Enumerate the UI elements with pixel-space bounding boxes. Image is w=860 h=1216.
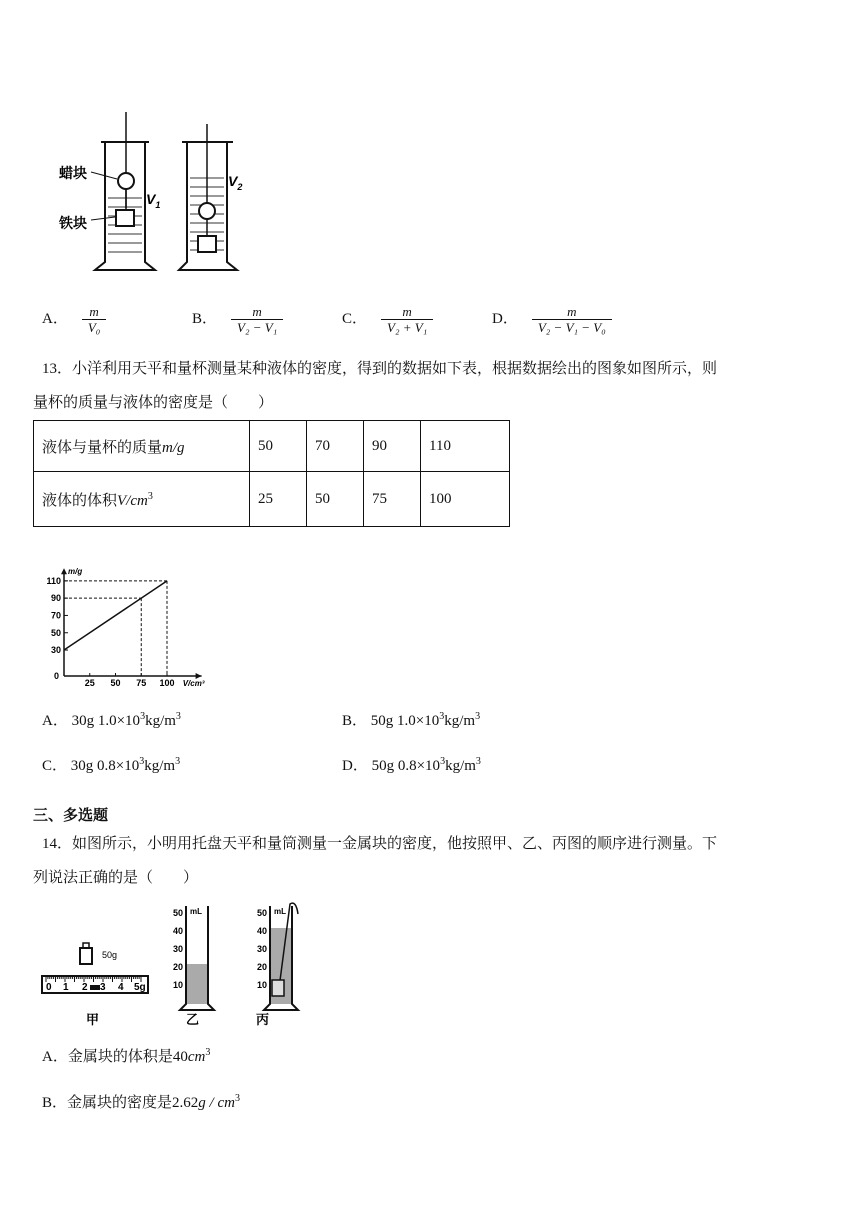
table-cell: 75: [364, 472, 421, 527]
q14-option-a[interactable]: A．金属块的体积是$40cm^3$: [42, 1047, 211, 1065]
cyl-tick: 10: [173, 980, 184, 990]
label-v1: $V_1$: [146, 191, 161, 210]
y-axis-arrow: [61, 568, 67, 574]
x-tick-label: 50: [110, 678, 121, 688]
y-tick-label: 110: [46, 575, 61, 586]
q12-option-d[interactable]: [492, 304, 612, 335]
q13-stem-line2: 量杯的质量与液体的密度是（ ）: [33, 395, 274, 411]
option-letter: B．: [192, 310, 218, 327]
q13-data-table: [33, 420, 510, 527]
table-cell: 90: [364, 421, 421, 472]
table-cell: 50: [307, 472, 364, 527]
iron-block-2: [198, 236, 216, 252]
option-letter: B．: [42, 1095, 68, 1111]
x-tick-label: 75: [136, 678, 147, 688]
cyl-tick: 20: [257, 962, 268, 972]
option-letter: D．: [342, 758, 368, 774]
ruler-tick-label: 3: [100, 982, 106, 993]
option-text: 金属块的密度是: [67, 1095, 173, 1111]
table-cell: 110: [421, 421, 510, 472]
ruler-tick-label: 4: [118, 982, 124, 993]
label-yi: 乙: [186, 1012, 200, 1027]
option-letter: C．: [42, 758, 68, 774]
ruler-tick-label: 5g: [134, 982, 146, 993]
y-axis-label: m/g: [68, 567, 83, 577]
cyl-unit: mL: [190, 907, 202, 916]
table-row: [34, 421, 510, 472]
section-heading: 三、多选题: [33, 807, 109, 824]
table-cell: 100: [421, 472, 510, 527]
q13-option-b[interactable]: B． 50g $1.0\times 10^3kg/m^3$: [342, 711, 481, 729]
y-tick-label: 90: [50, 593, 61, 604]
label-bing: 丙: [256, 1012, 270, 1027]
label-v2: $V_2$: [228, 173, 243, 192]
x-tick-label: 100: [159, 678, 175, 688]
weight-label: 50g: [102, 950, 118, 960]
q13-mass-volume-chart: [30, 562, 205, 692]
q13-option-d[interactable]: D． 50g $0.8\times 10^3kg/m^3$: [342, 756, 481, 774]
cyl-unit: mL: [274, 907, 286, 916]
q12-cylinders-figure: [55, 112, 255, 274]
origin-label: 0: [53, 671, 59, 681]
q13-option-a[interactable]: A． 30g $1.0\times 10^3kg/m^3$: [42, 711, 181, 729]
option-text: 50g 1.0×10: [370, 713, 440, 729]
fraction: $\frac{m}{\text{V₂ − V₁}}$: [231, 304, 283, 335]
table-cell: 50: [250, 421, 307, 472]
cyl-tick: 20: [173, 962, 184, 972]
cylinder-bing: [257, 903, 298, 1010]
q13-stem-line1: 13．小洋利用天平和量杯测量某种液体的密度，得到的数据如下表，根据数据绘出的图象如图所示，则: [42, 361, 718, 377]
ruler-tick-label: 0: [46, 982, 52, 993]
cyl-tick: 40: [257, 926, 268, 936]
row-label: 液体的体积$V/cm^3$: [34, 472, 250, 527]
option-letter: C．: [342, 310, 368, 327]
table-cell: 70: [307, 421, 364, 472]
y-tick-label: 30: [50, 645, 61, 656]
weight-icon: [80, 943, 92, 964]
x-axis-label: V/cm³: [182, 679, 205, 688]
data-line: [64, 581, 167, 650]
cyl-tick: 10: [257, 980, 268, 990]
x-tick-label: 25: [84, 678, 95, 688]
q14-figure: [38, 896, 306, 1032]
table-row: [34, 472, 510, 527]
option-text: 50g 0.8×10: [371, 758, 441, 774]
label-iron: 铁块: [59, 215, 87, 231]
row-label: 液体与量杯的质量m/g: [34, 421, 250, 472]
wax-block-2: [199, 203, 215, 219]
label-wax: 蜡块: [59, 165, 87, 181]
cyl-tick: 50: [173, 908, 184, 918]
option-text: 金属块的体积是: [67, 1049, 173, 1065]
fraction: $\frac{m}{\text{V₀}}$: [82, 304, 106, 335]
wax-block-1: [118, 173, 134, 189]
q12-option-b[interactable]: [192, 304, 283, 335]
option-letter: A．: [42, 310, 68, 327]
q14-option-b[interactable]: B．金属块的密度是$2.62g / cm^3$: [42, 1093, 240, 1111]
table-cell: 25: [250, 472, 307, 527]
q14-stem-line1: 14．如图所示，小明用托盘天平和量筒测量一金属块的密度，他按照甲、乙、丙图的顺序进行测量。下: [42, 836, 718, 852]
y-tick-label: 70: [50, 610, 61, 621]
fraction: $\frac{m}{\text{V₂ − V₁ − V₀}}$: [532, 304, 612, 335]
cyl-tick: 30: [173, 944, 184, 954]
cyl-tick: 40: [173, 926, 184, 936]
cyl-tick: 30: [257, 944, 268, 954]
fraction: $\frac{m}{\text{V₂ + V₁}}$: [381, 304, 433, 335]
q12-option-a[interactable]: [42, 304, 106, 335]
ruler-tick-label: 1: [63, 982, 69, 993]
option-letter: A．: [42, 713, 68, 729]
option-letter: D．: [492, 310, 518, 327]
q12-option-c[interactable]: [342, 304, 433, 335]
balance-ruler: [42, 976, 148, 993]
option-text: 30g 1.0×10: [71, 713, 141, 729]
label-jia: 甲: [86, 1012, 100, 1027]
cyl-tick: 50: [257, 908, 268, 918]
q14-stem-line2: 列说法正确的是（ ）: [33, 870, 199, 886]
option-text: 30g 0.8×10: [70, 758, 140, 774]
y-tick-label: 50: [50, 627, 61, 638]
iron-block-1: [116, 210, 134, 226]
option-letter: B．: [342, 713, 368, 729]
ruler-tick-label: 2: [82, 982, 88, 993]
cylinder-yi: [173, 906, 214, 1010]
q13-option-c[interactable]: C． 30g $0.8\times 10^3kg/m^3$: [42, 756, 181, 774]
option-letter: A．: [42, 1049, 68, 1065]
